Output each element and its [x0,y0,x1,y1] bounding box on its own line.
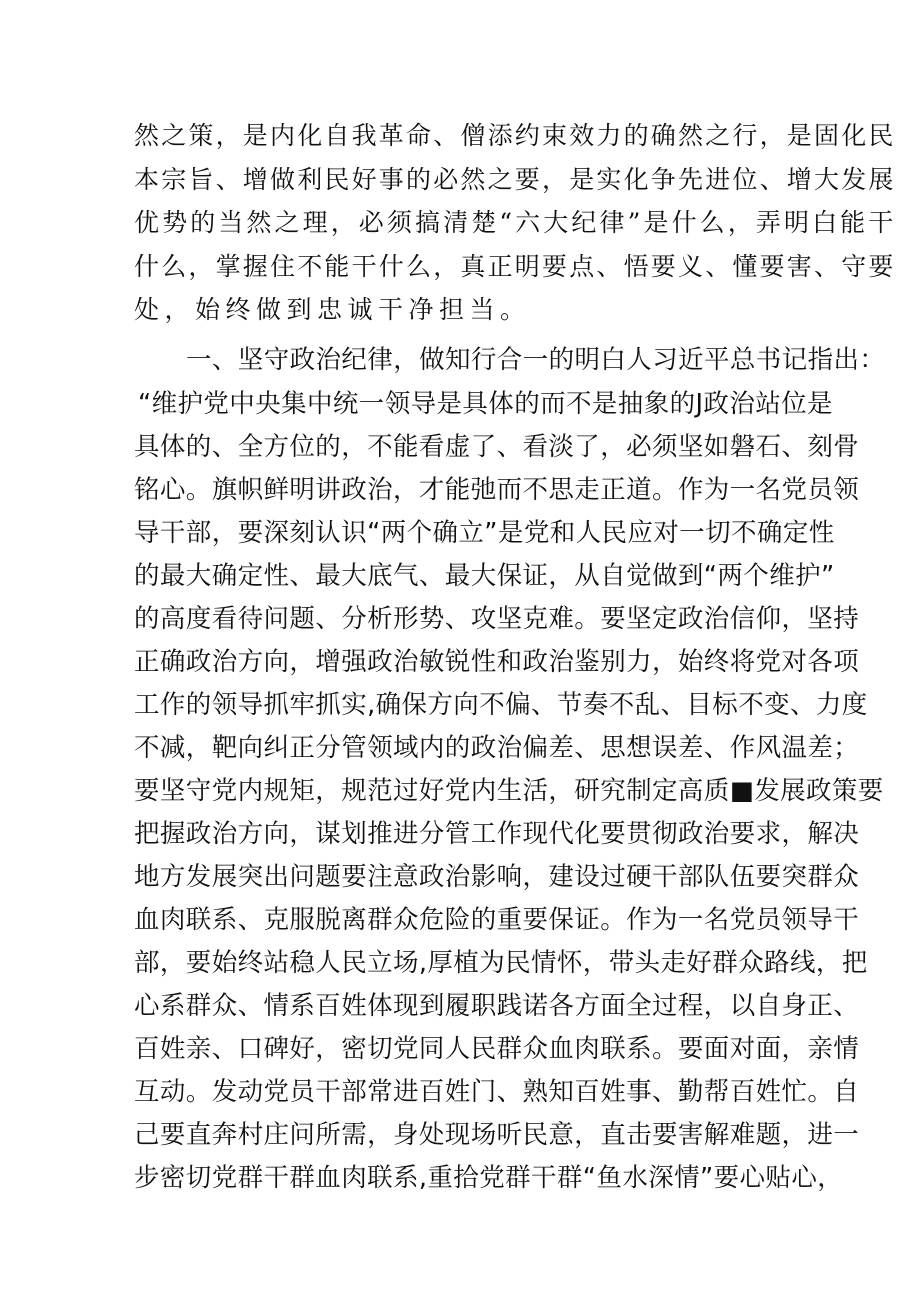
paragraph-line: 然之策，是内化自我革命、僧添约束效力的确然之行，是固化民 [134,121,896,150]
paragraph-line: 的高度看待问题、分析形势、攻坚克难。要坚定政治信仰，坚持 [134,604,860,634]
paragraph-line: 本宗旨、增做利民好事的必然之要，是实化争先进位、增大发展 [134,165,896,194]
section-heading: 一、坚守政治纪律，做知行合一的明白人习近平总书记指出： [186,345,886,375]
paragraph-line: 的最大确定性、最大底气、最大保证，从自觉做到“两个维护” [134,561,835,591]
paragraph-line: 优势的当然之理，必须搞清楚“六大纪律”是什么，弄明白能干 [134,208,897,237]
paragraph-line: 要坚守党内规矩，规范过好党内生活，研究制定高质■发展政策要 [134,776,884,806]
paragraph-line: 步密切党群干群血肉联系,重拾党群干群“鱼水深情”要心贴心， [134,1163,844,1193]
paragraph-line: 把握政治方向，谋划推进分管工作现代化要贯彻政治要求，解决 [134,819,860,849]
paragraph-line: 不减，靶向纠正分管领域内的政治偏差、思想误差、作风温差； [134,733,860,763]
paragraph-line: 心系群众、情系百姓体现到履职践诺各方面全过程，以自身正、 [134,991,860,1021]
paragraph-line: 己要直奔村庄问所需，身处现场听民意，直击要害解难题，进一 [134,1120,860,1150]
paragraph-line: 铭心。旗帜鲜明讲政治，才能弛而不思走正道。作为一名党员领 [134,475,860,505]
paragraph-line: 工作的领导抓牢抓实,确保方向不偏、节奏不乱、目标不变、力度 [134,690,868,720]
paragraph-line: 互动。发动党员干部常进百姓门、熟知百姓事、勤帮百姓忙。自 [134,1077,860,1107]
paragraph-line: 处，始终做到忠诚干净担当。 [134,295,531,324]
paragraph-line: 正确政治方向，增强政治敏锐性和政治鉴别力，始终将党对各项 [134,647,860,677]
paragraph-line: 什么，掌握住不能干什么，真正明要点、悟要义、懂要害、守要 [134,252,896,281]
paragraph-line: 百姓亲、口碑好，密切党同人民群众血肉联系。要面对面，亲情 [134,1034,860,1064]
paragraph-line: “维护党中央集中统一领导是具体的而不是抽象的J政治站位是 [138,389,833,419]
paragraph-line: 具体的、全方位的，不能看虚了、看淡了，必须坚如磐石、刻骨 [134,432,860,462]
paragraph-line: 导干部，要深刻认识“两个确立”是党和人民应对一切不确定性 [134,518,835,548]
paragraph-line: 地方发展突出问题要注意政治影响，建设过硬干部队伍要突群众 [134,862,860,892]
paragraph-line: 部，要始终站稳人民立场,厚植为民情怀，带头走好群众路线，把 [134,948,868,978]
paragraph-line: 血肉联系、克服脱离群众危险的重要保证。作为一名党员领导干 [134,905,860,935]
